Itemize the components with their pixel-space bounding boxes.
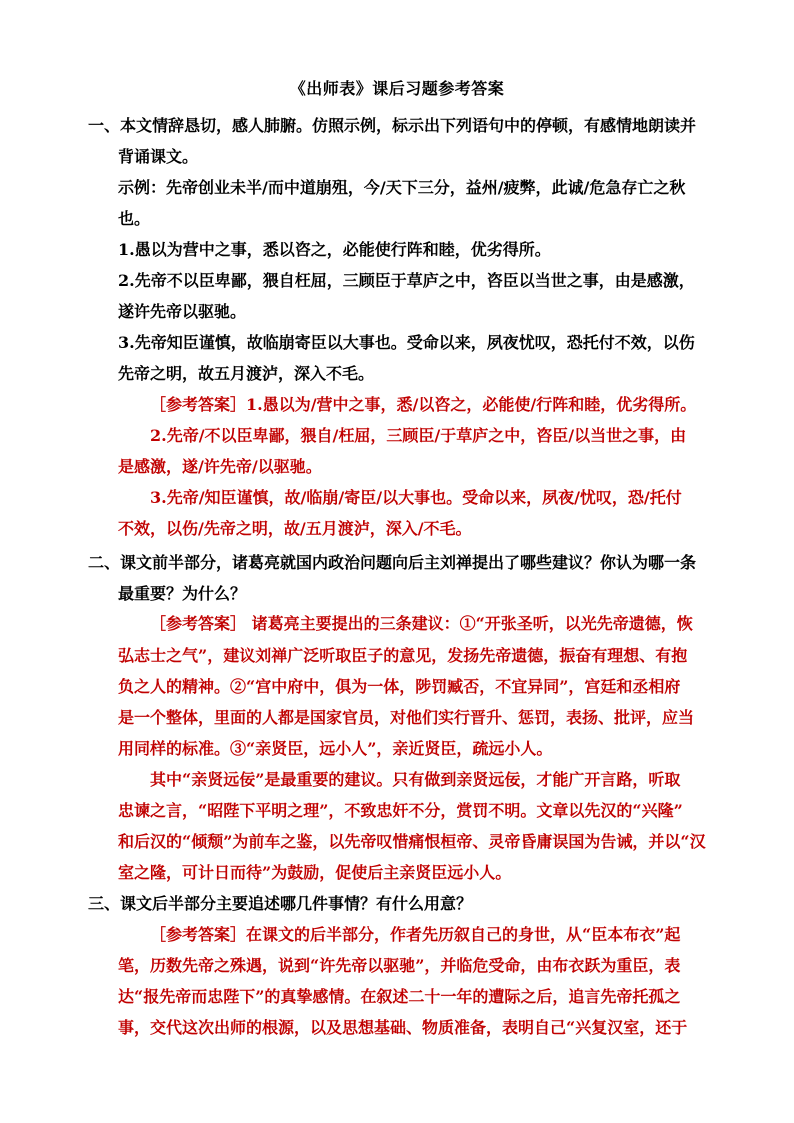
page-title: 《出师表》课后习题参考答案 <box>289 79 505 98</box>
answer-2-line-1: ［参考答案］ 诸葛亮主要提出的三条建议：①“开张圣听，以光先帝遗德，恢 <box>150 614 693 633</box>
answer-3-line-4: 事，交代这次出师的根源，以及思想基础、物质准备，表明自己“兴复汉室，还于 <box>118 1018 688 1037</box>
answer-1-item-2-line-2: 是感激，遂/许先帝/以驱驰。 <box>118 457 322 476</box>
answer-3-line-3: 达“报先帝而忠陛下”的真挚感情。在叙述二十一年的遭际之后，追言先帝托孤之 <box>118 987 681 1006</box>
question-1-line-1: 一、本文情辞恳切，感人肺腑。仿照示例，标示出下列语句中的停顿，有感情地朗读并 <box>88 116 697 135</box>
item-2-line-2: 遂许先帝以驱驰。 <box>118 302 247 321</box>
question-2-line-1: 二、课文前半部分，诸葛亮就国内政治问题向后主刘禅提出了哪些建议？你认为哪一条 <box>88 553 697 572</box>
answer-2-line-8: 和后汉的“倾颓”为前车之鉴，以先帝叹惜痛恨桓帝、灵帝昏庸误国为告诫，并以“汉 <box>118 832 706 851</box>
answer-1-item-1: ［参考答案］1.愚以为/营中之事，悉/以咨之，必能使/行阵和睦，优劣得所。 <box>150 395 697 414</box>
answer-2-line-5: 用同样的标准。③“亲贤臣，远小人”，亲近贤臣，疏远小人。 <box>118 739 553 758</box>
answer-1-item-3-line-2: 不效，以伤/先帝之明，故/五月渡泸，深入/不毛。 <box>118 519 472 538</box>
answer-2-line-2: 弘志士之气”，建议刘禅广泛听取臣子的意见，发扬先帝遗德，振奋有理想、有抱 <box>118 646 688 665</box>
answer-2-line-9: 室之隆，可计日而待”为鼓励，促使后主亲贤臣远小人。 <box>118 863 512 882</box>
answer-2-line-4: 是一个整体，里面的人都是国家官员，对他们实行晋升、惩罚，表扬、批评，应当 <box>118 708 695 727</box>
answer-2-line-7: 忠谏之言，“昭陛下平明之理”，不致忠奸不分，赏罚不明。文章以先汉的“兴隆” <box>118 801 683 820</box>
question-1-line-2: 背诵课文。 <box>118 147 199 166</box>
answer-2-line-6: 其中“亲贤远佞”是最重要的建议。只有做到亲贤远佞，才能广开言路，听取 <box>150 770 681 789</box>
question-3-line-1: 三、课文后半部分主要追述哪几件事情？有什么用意？ <box>88 894 473 913</box>
answer-3-line-1: ［参考答案］在课文的后半部分，作者先历叙自己的身世，从“臣本布衣”起 <box>150 925 681 944</box>
item-3-line-1: 3.先帝知臣谨慎，故临崩寄臣以大事也。受命以来，夙夜忧叹，恐托付不效，以伤 <box>118 333 695 352</box>
item-1: 1.愚以为营中之事，悉以咨之，必能使行阵和睦，优劣得所。 <box>118 240 551 259</box>
example-line-1: 示例：先帝创业未半/而中道崩殂，今/天下三分，益州/疲弊，此诚/危急存亡之秋 <box>118 178 686 197</box>
item-3-line-2: 先帝之明，故五月渡泸，深入不毛。 <box>118 364 375 383</box>
answer-3-line-2: 笔，历数先帝之殊遇，说到“许先帝以驱驰”，并临危受命，由布衣跃为重臣，表 <box>118 956 681 975</box>
answer-1-item-3-line-1: 3.先帝/知臣谨慎，故/临崩/寄臣/以大事也。受命以来，夙夜/忧叹，恐/托付 <box>150 488 682 507</box>
example-line-2: 也。 <box>118 209 151 228</box>
item-2-line-1: 2.先帝不以臣卑鄙，猥自枉屈，三顾臣于草庐之中，咨臣以当世之事，由是感激， <box>118 271 695 290</box>
answer-2-line-3: 负之人的精神。②“宫中府中，俱为一体，陟罚臧否，不宜异同”，宫廷和丞相府 <box>118 677 681 696</box>
answer-1-item-2-line-1: 2.先帝/不以臣卑鄙，猥自/枉屈，三顾臣/于草庐之中，咨臣/以当世之事，由 <box>150 426 687 445</box>
question-2-line-2: 最重要？为什么？ <box>118 584 247 603</box>
